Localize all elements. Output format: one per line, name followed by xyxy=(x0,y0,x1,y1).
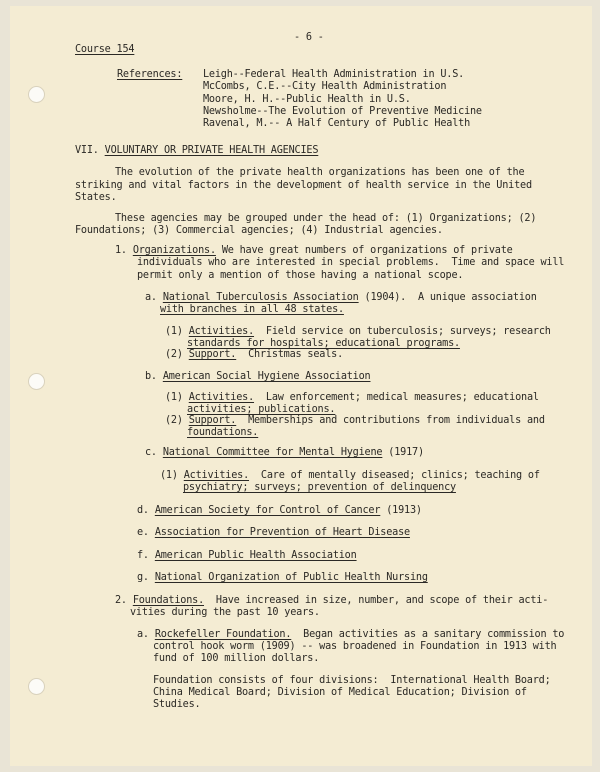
org-a-activities: (1) Activities. Field service on tuberculosis; surveys; research xyxy=(165,326,551,337)
paragraph-line: striking and vital factors in the development of health service in the United xyxy=(75,180,532,191)
divisions-line: China Medical Board; Division of Medical Education; Division of xyxy=(153,687,527,698)
foundations-title: Foundations. xyxy=(132,595,205,606)
org-d-title: American Society for Control of Cancer xyxy=(154,505,381,516)
divisions-line: Studies. xyxy=(153,699,201,710)
org-c-heading: c. National Committee for Mental Hygiene (1917) xyxy=(145,447,424,458)
paragraph-line: States. xyxy=(75,192,117,203)
org-c-title: National Committee for Mental Hygiene xyxy=(162,447,383,458)
found-a-line: control hook worm (1909) -- was broadened in Foundation in 1913 with xyxy=(153,641,557,652)
course-number: Course 154 xyxy=(75,44,135,55)
org-d-heading: d. American Society for Control of Cancer (1913) xyxy=(137,505,422,516)
paragraph-line: permit only a mention of those having a national scope. xyxy=(137,270,464,281)
org-a-title: National Tuberculosis Association xyxy=(162,292,359,303)
section-number: VII. xyxy=(75,145,99,156)
org-b-activities: (1) Activities. Law enforcement; medical measures; educational xyxy=(165,392,539,403)
org-g-heading: g. National Organization of Public Health Nursing xyxy=(137,572,428,583)
org-e-heading: e. Association for Prevention of Heart Disease xyxy=(137,527,410,538)
reference-item: Moore, H. H.--Public Health in U.S. xyxy=(203,94,411,105)
org-c-activities-line: psychiatry; surveys; prevention of delinquency xyxy=(183,482,456,493)
org-b-heading: b. American Social Hygiene Association xyxy=(145,371,371,382)
paragraph-line: vities during the past 10 years. xyxy=(130,607,320,618)
paragraph-line: The evolution of the private health organizations has been one of the xyxy=(115,167,525,178)
divisions-line: Foundation consists of four divisions: International Health Board; xyxy=(153,675,551,686)
found-a-title: Rockefeller Foundation. xyxy=(154,629,292,640)
foundations-heading: 2. Foundations. Have increased in size, number, and scope of their acti- xyxy=(115,595,549,606)
section-title: VOLUNTARY OR PRIVATE HEALTH AGENCIES xyxy=(104,145,319,156)
org-c-activities: (1) Activities. Care of mentally diseased; clinics; teaching of xyxy=(160,470,540,481)
section-heading xyxy=(75,145,318,157)
org-f-heading: f. American Public Health Association xyxy=(137,550,357,561)
paragraph-line: Foundations; (3) Commercial agencies; (4) Industrial agencies. xyxy=(75,225,443,236)
org-a-activities-line: standards for hospitals; educational programs. xyxy=(187,338,460,349)
references-label: References: xyxy=(117,69,183,80)
found-a-line: fund of 100 million dollars. xyxy=(153,653,320,664)
org-a-heading: a. National Tuberculosis Association (1904). A unique association xyxy=(145,292,537,303)
org-a-line: with branches in all 48 states. xyxy=(160,304,344,315)
reference-item: Newsholme--The Evolution of Preventive Medicine xyxy=(203,106,482,117)
org-b-support: (2) Support. Memberships and contributions from individuals and xyxy=(165,415,545,426)
found-a-heading: a. Rockefeller Foundation. Began activities as a sanitary commission to xyxy=(137,629,565,640)
org-g-title: National Organization of Public Health Nursing xyxy=(154,572,428,583)
page-number: - 6 - xyxy=(294,32,324,43)
organizations-heading: 1. Organizations. We have great numbers of organizations of private xyxy=(115,245,513,256)
org-b-support-line: foundations. xyxy=(187,427,259,438)
binder-hole xyxy=(28,86,45,103)
reference-item: McCombs, C.E.--City Health Administration xyxy=(203,81,447,92)
organizations-title: Organizations. xyxy=(132,245,216,256)
org-f-title: American Public Health Association xyxy=(154,550,357,561)
reference-item: Ravenal, M.-- A Half Century of Public Health xyxy=(203,118,471,129)
paragraph-line: individuals who are interested in special problems. Time and space will xyxy=(137,257,565,268)
binder-hole xyxy=(28,373,45,390)
org-b-title: American Social Hygiene Association xyxy=(162,371,371,382)
org-a-support: (2) Support. Christmas seals. xyxy=(165,349,344,360)
paragraph-line: These agencies may be grouped under the head of: (1) Organizations; (2) xyxy=(115,213,537,224)
org-b-activities-line: activities; publications. xyxy=(187,404,336,415)
binder-hole xyxy=(28,678,45,695)
reference-item: Leigh--Federal Health Administration in U.S. xyxy=(203,69,465,80)
org-e-title: Association for Prevention of Heart Disease xyxy=(154,527,410,538)
